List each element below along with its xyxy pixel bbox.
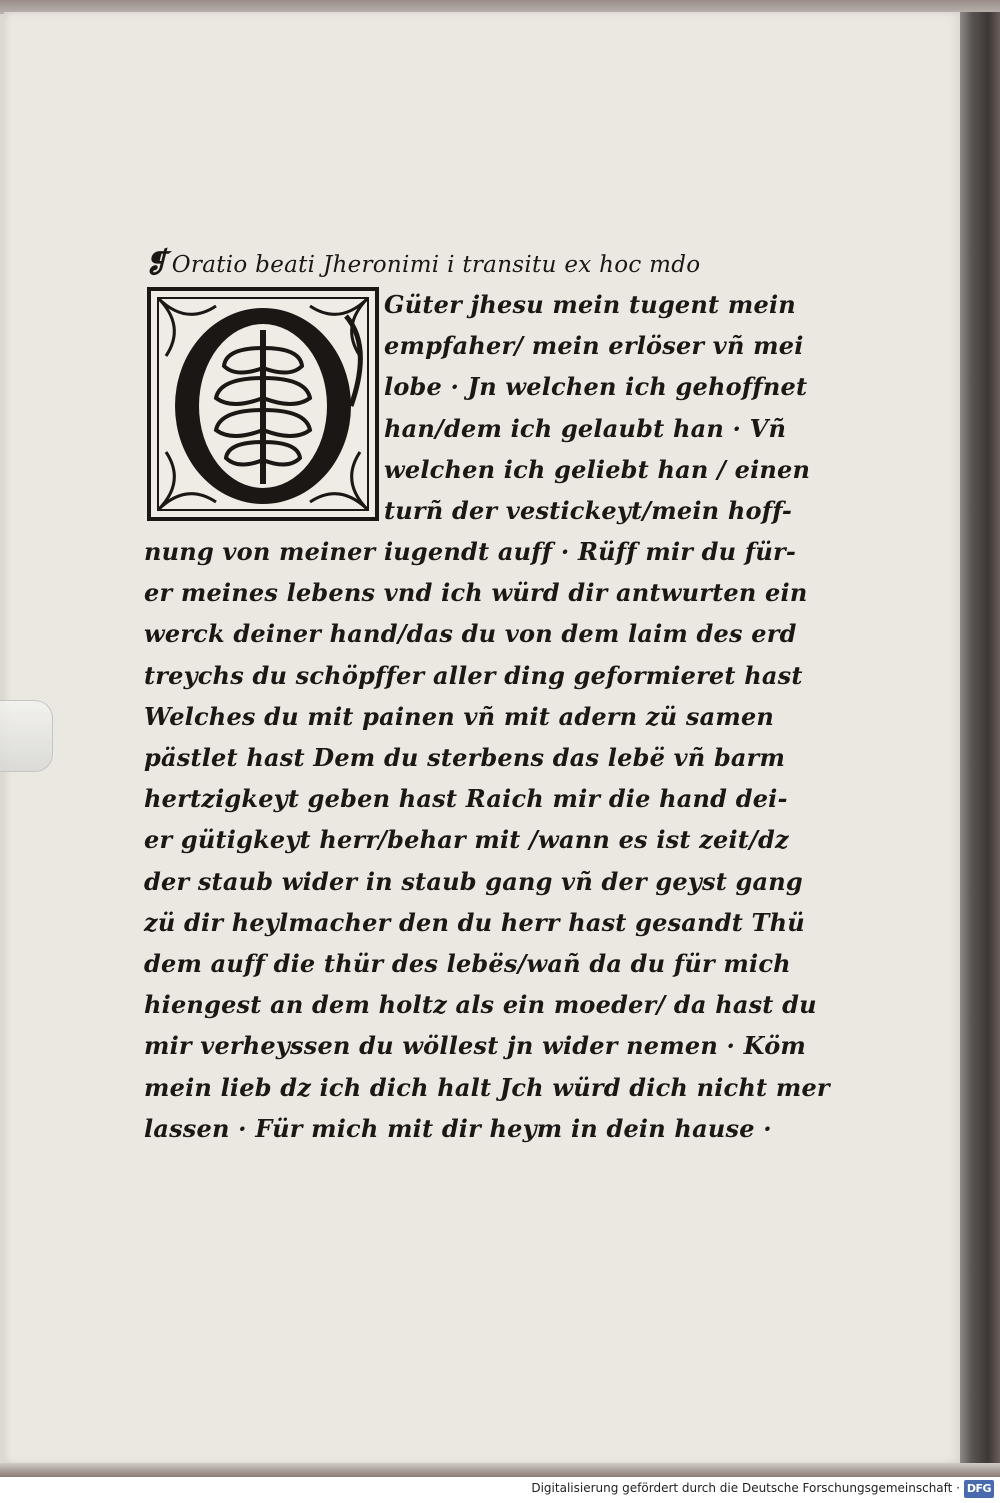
text-line: mir verheyssen du wöllest jn wider nemen · Köm — [144, 1031, 806, 1061]
text-line: treychs du schöpffer aller ding geformieret hast — [144, 660, 803, 690]
print-text-block — [144, 244, 830, 1143]
text-line: empfaher/ mein erlöser vñ mei — [384, 331, 804, 361]
text-line: er gütigkeyt herr/behar mit /wann es ist zeit/dz — [144, 825, 789, 855]
book-cover-right-edge — [960, 12, 1000, 1472]
text-line: nung von meiner iugendt auff · Rüff mir du für- — [144, 537, 797, 566]
text-line: lobe · Jn welchen ich gehoffnet — [384, 372, 808, 402]
indented-text-lines — [384, 284, 810, 531]
text-line: han/dem ich gelaubt han · Vñ — [384, 413, 787, 443]
text-line: pästlet hast Dem du sterbens das lebë vñ barm — [144, 743, 786, 773]
decorated-initial — [146, 286, 380, 522]
text-line: werck deiner hand/das du von dem laim des erd — [144, 619, 797, 649]
book-page — [4, 12, 962, 1464]
rubric-heading — [144, 244, 804, 284]
book-cover-bottom-edge — [0, 1463, 1000, 1477]
funding-notice: Digitalisierung gefördert durch die Deutsche Forschungsgemeinschaft · — [531, 1481, 960, 1495]
text-line: mein lieb dz ich dich halt Jch würd dich nicht mer — [144, 1072, 830, 1102]
text-line: der staub wider in staub gang vñ der geyst gang — [144, 866, 803, 896]
decorated-initial-o-icon — [146, 286, 380, 522]
text-line: welchen ich geliebt han / einen — [384, 454, 811, 484]
full-width-text-lines — [144, 531, 830, 1149]
text-line: Welches du mit painen vñ mit adern zü samen — [144, 701, 775, 731]
digitization-footer — [0, 1477, 1000, 1503]
paragraph-mark-icon: ❡ — [144, 246, 168, 279]
text-line: er meines lebens vnd ich würd dir antwurten ein — [144, 578, 808, 608]
text-line: hiengest an dem holtz als ein moeder/ da hast du — [144, 990, 817, 1020]
dfg-logo-icon: DFG — [964, 1480, 994, 1498]
text-line: zü dir heylmacher den du herr hast gesandt Thü — [144, 907, 805, 937]
text-line: turñ der vestickeyt/mein hoff- — [384, 496, 793, 526]
page-clip — [0, 700, 53, 772]
text-line: dem auff die thür des lebës/wañ da du für mich — [144, 949, 791, 979]
text-line: hertzigkeyt geben hast Raich mir die hand dei- — [144, 784, 788, 814]
text-line: lassen · Für mich mit dir heym in dein hause · — [144, 1113, 772, 1143]
rubric-text: Oratio beati Jheronimi i transitu ex hoc mdo — [171, 252, 701, 278]
text-line: Güter jhesu mein tugent mein — [384, 290, 796, 319]
